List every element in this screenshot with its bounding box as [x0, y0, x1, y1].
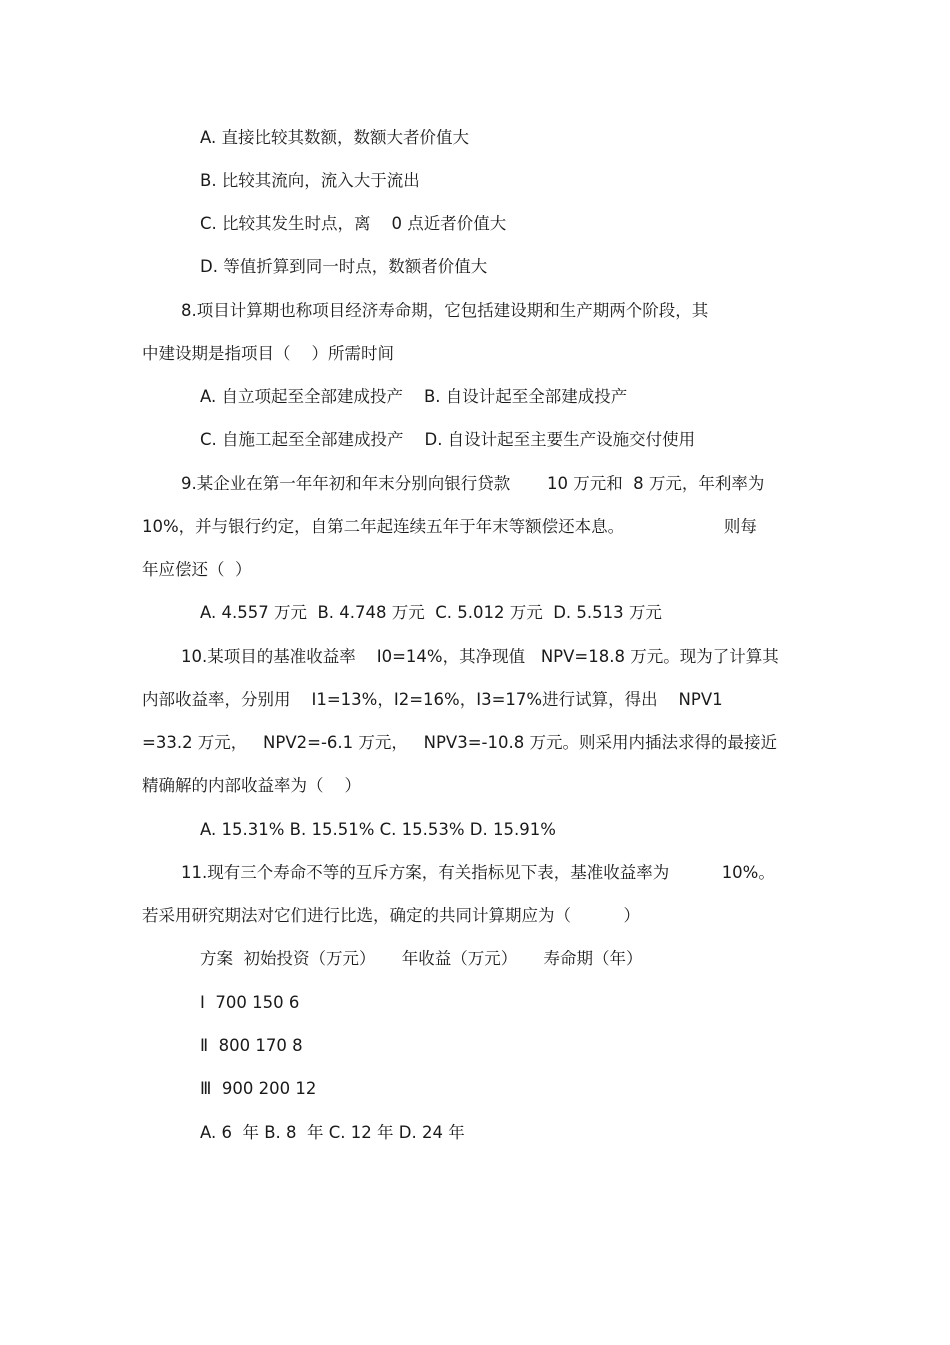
q9-stem-line-3: 年应偿还（ ）	[142, 560, 252, 579]
q7-option-c: C. 比较其发生时点，离 0 点近者价值大	[200, 214, 507, 233]
q8-stem-line-2: 中建设期是指项目（ ）所需时间	[142, 344, 394, 363]
q11-table-row-2: Ⅱ 800 170 8	[200, 1036, 303, 1055]
q7-option-a: A. 直接比较其数额，数额大者价值大	[200, 128, 469, 147]
q9-stem-line-2: 10%，并与银行约定，自第二年起连续五年于年末等额偿还本息。 则每	[142, 517, 757, 536]
q9-stem-line-1: 9.某企业在第一年年初和年末分别向银行贷款 10 万元和 8 万元，年利率为	[181, 474, 765, 493]
q7-option-d: D. 等值折算到同一时点，数额者价值大	[200, 257, 488, 276]
q7-option-b: B. 比较其流向，流入大于流出	[200, 171, 420, 190]
q10-stem-line-4: 精确解的内部收益率为（ ）	[142, 776, 361, 795]
q11-table-row-1: Ⅰ 700 150 6	[200, 993, 300, 1012]
q8-options-cd: C. 自施工起至全部建成投产 D. 自设计起至主要生产设施交付使用	[200, 430, 696, 449]
q8-stem-line-1: 8.项目计算期也称项目经济寿命期，它包括建设期和生产期两个阶段，其	[181, 301, 709, 320]
q10-stem-line-1: 10.某项目的基准收益率 I0=14%，其净现值 NPV=18.8 万元。现为了计算其	[181, 647, 779, 666]
q10-options: A. 15.31% B. 15.51% C. 15.53% D. 15.91%	[200, 820, 556, 839]
q9-options: A. 4.557 万元 B. 4.748 万元 C. 5.012 万元 D. 5.513 万元	[200, 603, 662, 622]
q10-stem-line-3: =33.2 万元， NPV2=-6.1 万元， NPV3=-10.8 万元。则采用内插法求得的最接近	[142, 733, 777, 752]
q11-stem-line-2: 若采用研究期法对它们进行比选，确定的共同计算期应为（ ）	[142, 906, 640, 925]
q8-options-ab: A. 自立项起至全部建成投产 B. 自设计起至全部建成投产	[200, 387, 628, 406]
q11-options: A. 6 年 B. 8 年 C. 12 年 D. 24 年	[200, 1123, 465, 1142]
q11-table-row-3: Ⅲ 900 200 12	[200, 1079, 317, 1098]
q11-stem-line-1: 11.现有三个寿命不等的互斥方案，有关指标见下表，基准收益率为 10%。	[181, 863, 775, 882]
q10-stem-line-2: 内部收益率，分别用 I1=13%，I2=16%，I3=17%进行试算，得出 NPV1	[142, 690, 723, 709]
q11-table-header: 方案 初始投资（万元） 年收益（万元） 寿命期（年）	[200, 949, 643, 968]
